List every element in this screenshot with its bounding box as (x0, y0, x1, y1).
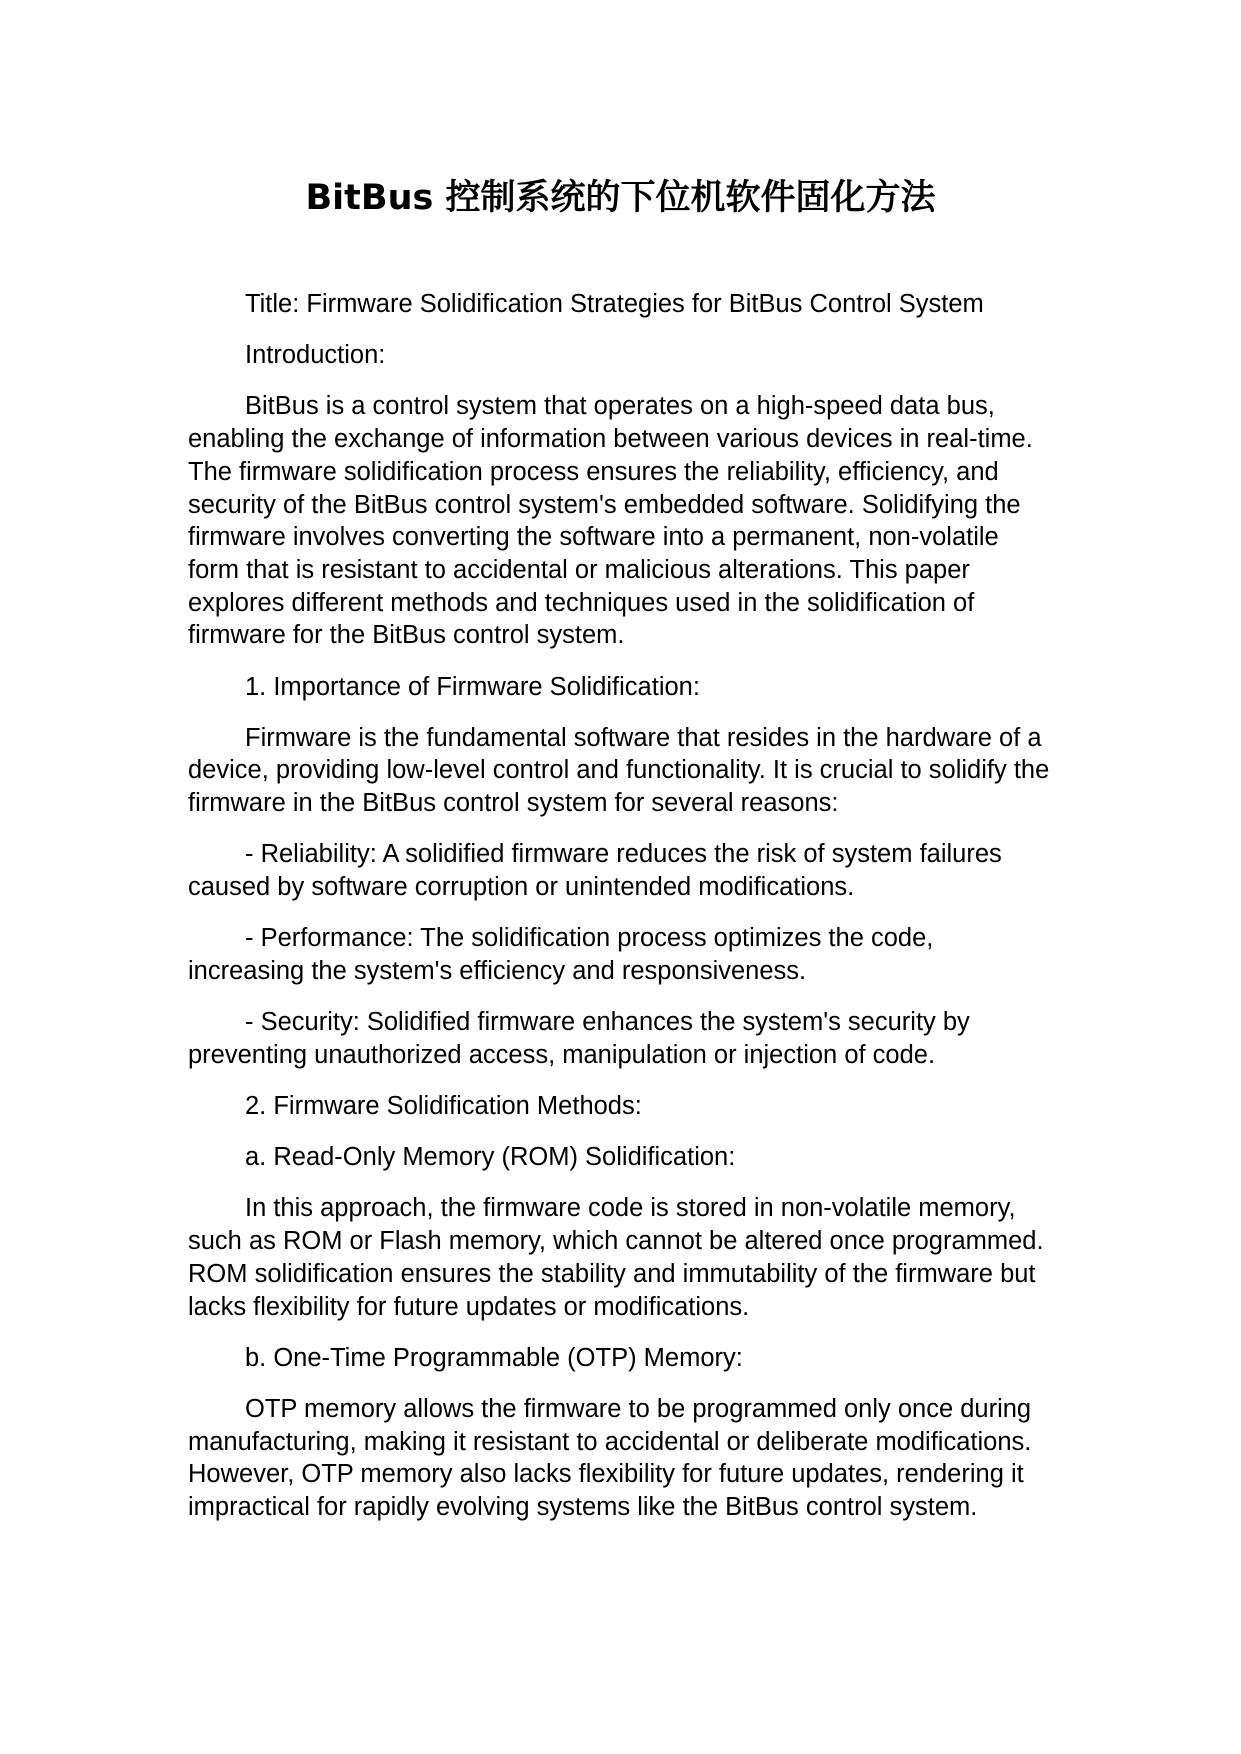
section-heading-methods: 2. Firmware Solidification Methods: (245, 1092, 642, 1121)
document-body (188, 288, 1056, 1542)
paragraph-introduction: BitBus is a control system that operates on a high-speed data bus, enabling the exchange of information between various devices in real-time. The firmware solidification process ensures the reliability, efficiency, and security of the BitBus control system's embedded software. Solidifying the firmware involves converting the software into a permanent, non-volatile form that is resistant to accidental or malicious alterations. This paper explores different methods and techniques used in the solidification of firmware for the BitBus control system. (188, 392, 1033, 650)
paragraph-rom: In this approach, the firmware code is stored in non-volatile memory, such as ROM or Flash memory, which cannot be altered once programmed. ROM solidification ensures the stability and immutability of the firmware but lacks flexibility for future updates or modifications. (188, 1194, 1044, 1321)
bullet-performance: - Performance: The solidification process optimizes the code, increasing the system's efficiency and responsiveness. (188, 924, 934, 985)
paragraph-firmware-definition: Firmware is the fundamental software that resides in the hardware of a device, providing low-level control and functionality. It is crucial to solidify the firmware in the BitBus control system for several reasons: (188, 723, 1050, 818)
section-heading-importance: 1. Importance of Firmware Solidification: (245, 672, 700, 701)
bullet-security: - Security: Solidified firmware enhances the system's security by preventing unauthorized access, manipulation or injection of code. (188, 1008, 970, 1069)
paragraph-title-line: Title: Firmware Solidification Strategies for BitBus Control System (245, 290, 984, 318)
paragraph-otp: OTP memory allows the firmware to be programmed only once during manufacturing, making it resistant to accidental or deliberate modifications. However, OTP memory also lacks flexibility for future updates, rendering it impractical for rapidly evolving systems like the BitBus control system. (188, 1394, 1032, 1522)
subheading-rom: a. Read-Only Memory (ROM) Solidification: (245, 1143, 736, 1172)
paragraph-introduction-heading: Introduction: (245, 341, 386, 370)
bullet-reliability: - Reliability: A solidified firmware reduces the risk of system failures caused by software corruption or unintended modifications. (188, 840, 1002, 902)
page-title: BitBus 控制系统的下位机软件固化方法 (305, 178, 936, 218)
subheading-otp: b. One-Time Programmable (OTP) Memory: (245, 1343, 743, 1372)
